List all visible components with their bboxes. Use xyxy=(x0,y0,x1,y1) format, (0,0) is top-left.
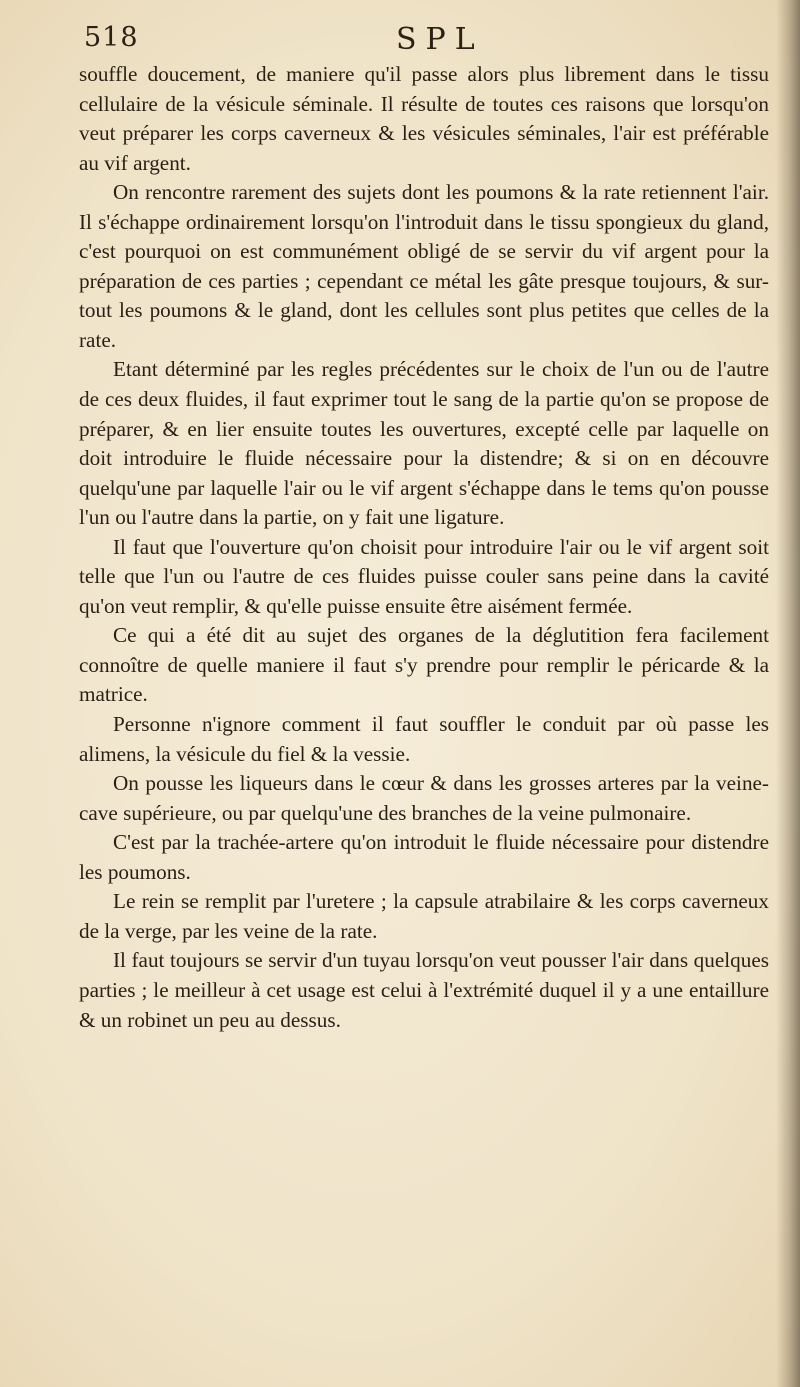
page-number: 518 xyxy=(84,22,139,53)
page-edge-shadow xyxy=(776,0,800,1387)
paragraph-10: Il faut toujours se servir d'un tuyau lorsqu'on veut pousser l'air dans quelques parties ; le meilleur à cet usage est celui à l'extrémité duquel il y a une entaillure & un robinet un peu au dessus. xyxy=(79,948,769,1032)
paragraph-5: Ce qui a été dit au sujet des organes de la déglutition fera facilement connoître de quelle maniere il faut s'y prendre pour remplir le péricarde & la matrice. xyxy=(79,623,769,707)
paragraph-7: On pousse les liqueurs dans le cœur & dans les grosses arteres par la veine-cave supérieure, ou par quelqu'une des branches de la veine pulmonaire. xyxy=(79,771,769,825)
paragraph-3: Etant déterminé par les regles précédentes sur le choix de l'un ou de l'autre de ces deux fluides, il faut exprimer tout le sang de la partie qu'on se propose de préparer, & en lier ensuite toutes les ouvertures, excepté celle par laquelle on doit introduire le fluide nécessaire pour la distendre; & si on en découvre quelqu'une par laquelle l'air ou le vif argent s'échappe dans le tems qu'on pousse l'un ou l'autre dans la partie, on y fait une ligature. xyxy=(79,357,769,530)
paragraph-9: Le rein se remplit par l'uretere ; la capsule atrabilaire & les corps caverneux de la verge, par les veine de la rate. xyxy=(79,889,769,943)
paragraph-2: On rencontre rarement des sujets dont les poumons & la rate retiennent l'air. Il s'échappe ordinairement lorsqu'on l'introduit dans le tissu spongieux du gland, c'est pourquoi on est communément obligé de se servir du vif argent pour la préparation de ces parties ; cependant ce métal les gâte presque toujours, & sur-tout les poumons & le gland, dont les cellules sont plus petites que celles de la rate. xyxy=(79,180,769,352)
running-head: SPL xyxy=(396,22,484,57)
body-text xyxy=(79,60,769,1035)
paragraph-1: souffle doucement, de maniere qu'il passe alors plus librement dans le tissu cellulaire de la vésicule séminale. Il résulte de toutes ces raisons que lorsqu'on veut préparer les corps caverneux & les vésicules séminales, l'air est préférable au vif argent. xyxy=(79,62,769,175)
paragraph-6: Personne n'ignore comment il faut souffler le conduit par où passe les alimens, la vésicule du fiel & la vessie. xyxy=(79,712,769,766)
page-header xyxy=(84,22,774,62)
paragraph-4: Il faut que l'ouverture qu'on choisit pour introduire l'air ou le vif argent soit telle que l'un ou l'autre de ces fluides puisse couler sans peine dans la cavité qu'on veut remplir, & qu'elle puisse ensuite être aisément fermée. xyxy=(79,534,769,618)
paragraph-8: C'est par la trachée-artere qu'on introduit le fluide nécessaire pour distendre les poumons. xyxy=(79,830,769,884)
